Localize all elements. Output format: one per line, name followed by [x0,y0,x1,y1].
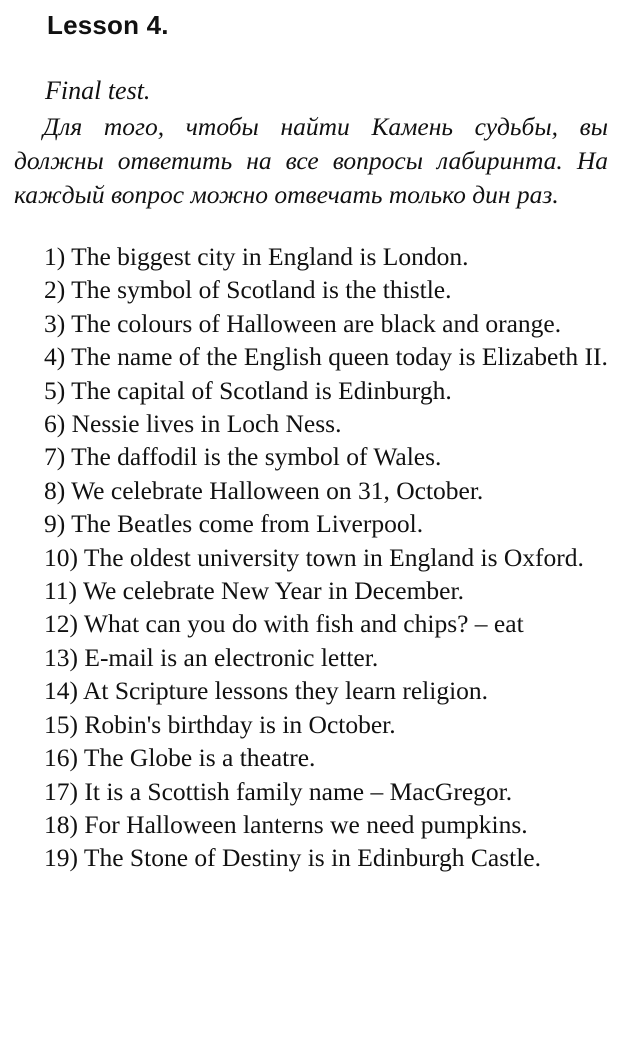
answer-item-2: 2) The symbol of Scotland is the thistle. [44,275,452,305]
answer-item-15: 15) Robin's birthday is in October. [44,709,396,739]
answer-item-5: 5) The capital of Scotland is Edinburgh. [44,375,452,405]
answer-item-18: 18) For Halloween lanterns we need pumpkins. [44,809,528,839]
answer-item-7: 7) The daffodil is the symbol of Wales. [44,442,442,472]
answer-item-13: 13) E-mail is an electronic letter. [44,642,379,672]
answer-item-17: 17) It is a Scottish family name – MacGregor. [44,776,513,806]
test-title: Final test. [45,76,151,105]
answer-item-14: 14) At Scripture lessons they learn religion. [44,676,489,706]
answers-list [14,240,608,875]
answer-item-1: 1) The biggest city in England is London. [44,242,469,271]
lesson-title: Lesson 4. [47,10,169,40]
answer-item-9: 9) The Beatles come from Liverpool. [44,509,424,539]
answer-item-12: 12) What can you do with fish and chips? – eat [44,609,524,639]
answer-item-10: 10) The oldest university town in England is Oxford. [44,542,584,572]
instructions-text: Для того, чтобы найти Камень судьбы, вы должны ответить на все вопросы лабиринта. На каждый вопрос можно отвечать только дин раз. [14,112,608,209]
answer-item-3: 3) The colours of Halloween are black and orange. [44,308,562,338]
answer-item-11: 11) We celebrate New Year in December. [44,576,464,606]
answer-item-4: 4) The name of the English queen today is Elizabeth II. [44,342,608,372]
answer-item-8: 8) We celebrate Halloween on 31, October. [44,475,484,505]
answer-item-19: 19) The Stone of Destiny is in Edinburgh Castle. [44,843,541,873]
answer-item-16: 16) The Globe is a theatre. [44,743,316,773]
answer-item-6: 6) Nessie lives in Loch Ness. [44,409,342,439]
